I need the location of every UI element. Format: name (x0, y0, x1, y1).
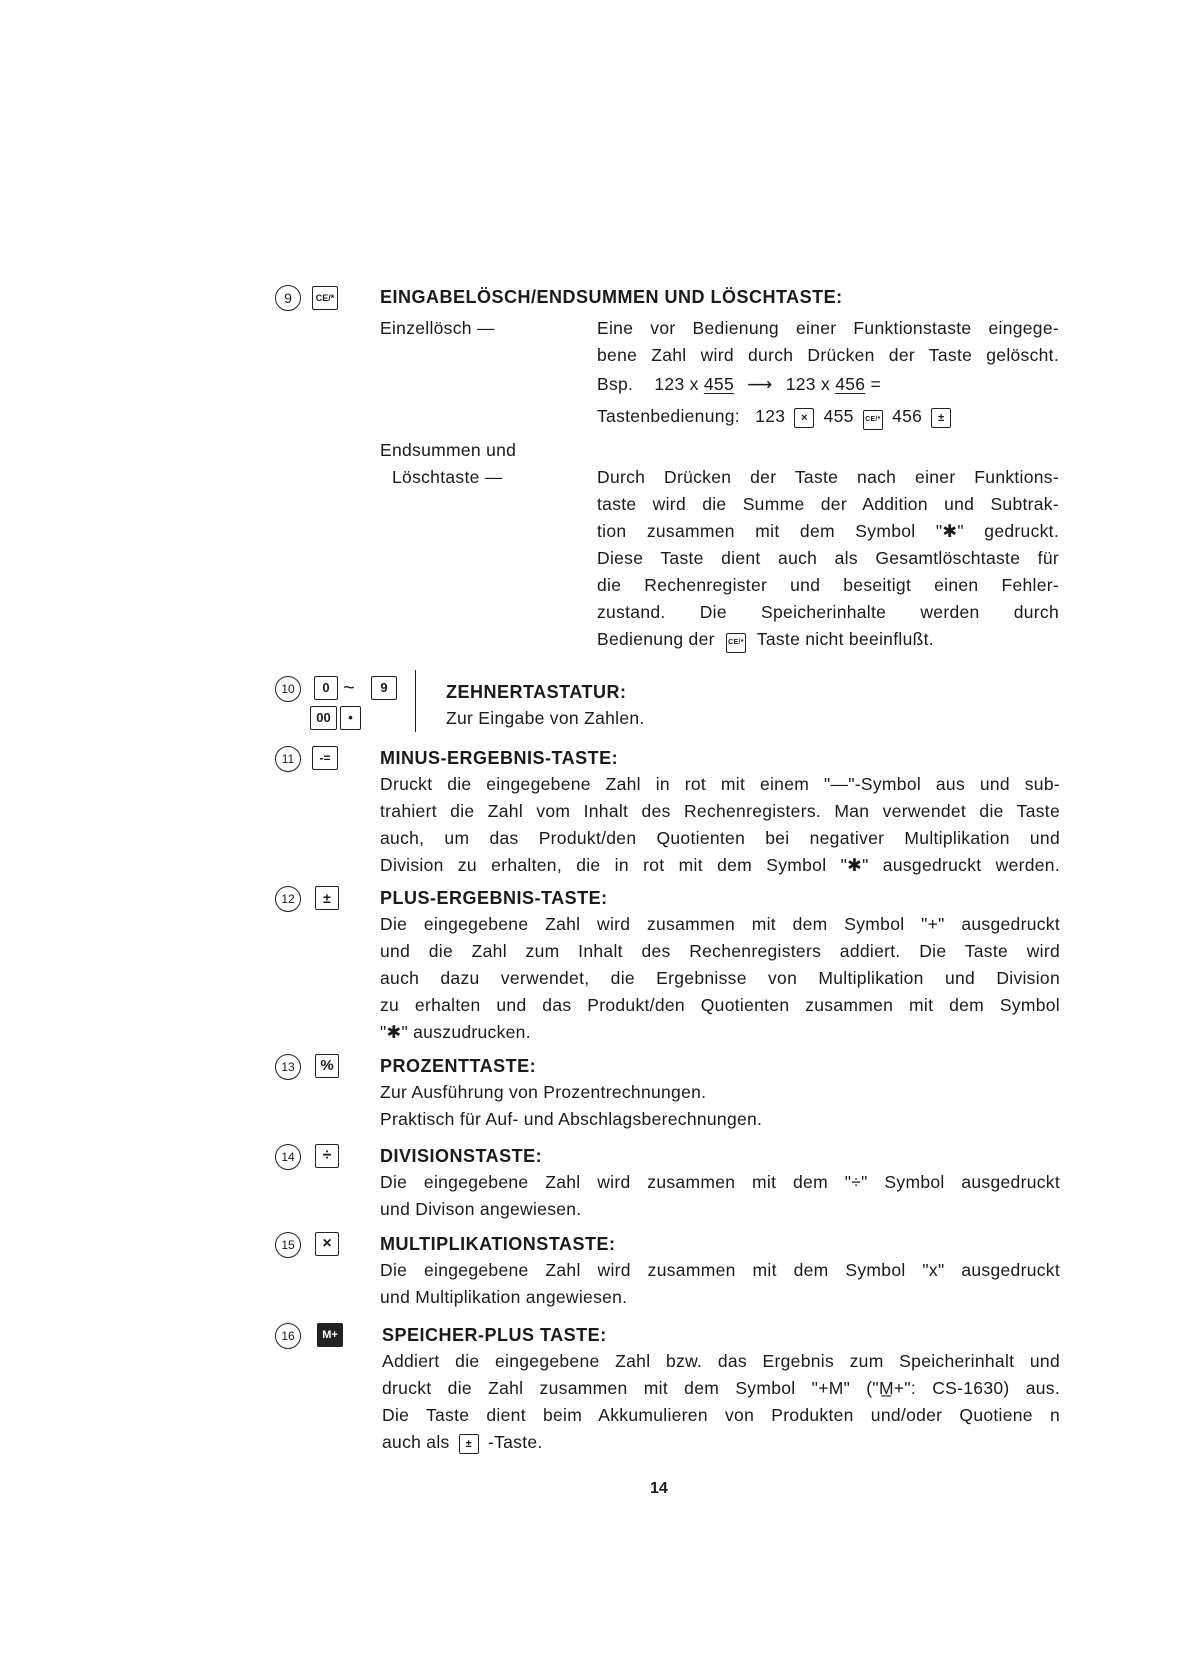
section-12-title: PLUS-ERGEBNIS-TASTE: (380, 888, 608, 908)
text-fragment: auch als (382, 1432, 450, 1452)
decimal-point-key-icon: • (340, 706, 361, 730)
text-line: taste wird die Summe der Addition und Subtrak- (597, 494, 1059, 514)
section-number-13: 13 (275, 1054, 301, 1080)
plus-equals-key-icon: ± (931, 408, 951, 428)
divide-key-icon: ÷ (315, 1144, 339, 1168)
text-line: bene Zahl wird durch Drücken der Taste gelöscht. (597, 345, 1059, 365)
text-line: und die Zahl zum Inhalt des Rechenregisters addiert. Die Taste wird (380, 941, 1060, 961)
clear-entry-key-icon: CE/* (312, 286, 338, 310)
plus-equals-key-icon: ± (315, 886, 339, 910)
section-14-text (380, 1172, 1060, 1228)
tilde-symbol: ~ (343, 677, 355, 699)
key-sequence-value: 456 (892, 406, 923, 426)
section-number-12: 12 (275, 886, 301, 912)
text-line: tion zusammen mit dem Symbol "✱" gedruckt. (597, 521, 1059, 541)
arrow-icon: ⟶ (747, 374, 773, 394)
section-13-line-2: Praktisch für Auf- und Abschlagsberechnungen. (380, 1109, 763, 1129)
section-16-text (382, 1351, 1060, 1461)
text-line: "✱" auszudrucken. (380, 1022, 531, 1042)
section-number-15: 15 (275, 1232, 301, 1258)
section-11-title: MINUS-ERGEBNIS-TASTE: (380, 748, 619, 768)
section-14-title: DIVISIONSTASTE: (380, 1146, 543, 1166)
percent-key-icon: % (315, 1054, 339, 1078)
example-value: = (870, 374, 882, 394)
clear-entry-key-icon: CE/* (726, 633, 746, 653)
zero-key-icon: 0 (314, 676, 338, 700)
section-13-title: PROZENTTASTE: (380, 1056, 537, 1076)
example-value: 123 x (654, 374, 699, 394)
text-line: Eine vor Bedienung einer Funktionstaste eingege- (597, 318, 1059, 338)
section-number-9: 9 (275, 285, 301, 311)
section-10-text: Zur Eingabe von Zahlen. (446, 708, 645, 728)
text-fragment: Taste nicht beeinflußt. (756, 629, 934, 649)
key-sequence-line (597, 406, 951, 430)
key-sequence-label: Tastenbedienung: (597, 406, 740, 426)
text-line: und Divison angewiesen. (380, 1199, 582, 1219)
section-13-line-1: Zur Ausführung von Prozentrechnungen. (380, 1082, 707, 1102)
clear-entry-key-icon: CE/* (863, 410, 883, 430)
text-fragment: -Taste. (487, 1432, 543, 1452)
text-line (597, 629, 1059, 653)
double-zero-key-icon: 00 (310, 706, 337, 730)
example-value: 456 (835, 374, 866, 394)
text-line: Durch Drücken der Taste nach einer Funktions- (597, 467, 1059, 487)
text-line: zustand. Die Speicherinhalte werden durch (597, 602, 1059, 622)
example-line (597, 374, 881, 395)
section-15-text (380, 1260, 1060, 1316)
endsummen-text (597, 467, 1059, 657)
text-line: druckt die Zahl zusammen mit dem Symbol "+M" ("M̲+": CS-1630) aus. (382, 1378, 1060, 1398)
einzelloesch-text (597, 318, 1059, 378)
section-12-text (380, 914, 1060, 1054)
key-sequence-value: 455 (823, 406, 854, 426)
text-line: Division zu erhalten, die in rot mit dem Symbol "✱" ausgedruckt werden. (380, 855, 1060, 875)
brace-divider (415, 670, 424, 732)
plus-equals-key-icon: ± (459, 1434, 479, 1454)
text-line: zu erhalten und das Produkt/den Quotienten zusammen mit dem Symbol (380, 995, 1060, 1015)
multiply-key-icon: × (315, 1232, 339, 1256)
section-10-title: ZEHNERTASTATUR: (446, 682, 627, 702)
memory-plus-key-icon: M+ (317, 1323, 343, 1347)
text-line: Diese Taste dient auch als Gesamtlöschtaste für (597, 548, 1059, 568)
endsummen-label: Endsummen und (380, 440, 517, 460)
text-line: und Multiplikation angewiesen. (380, 1287, 628, 1307)
section-9-title: EINGABELÖSCH/ENDSUMMEN UND LÖSCHTASTE: (380, 287, 843, 307)
nine-key-icon: 9 (371, 676, 397, 700)
example-label: Bsp. (597, 374, 634, 394)
text-line: Druckt die eingegebene Zahl in rot mit einem "—"-Symbol aus und sub- (380, 774, 1060, 794)
section-number-14: 14 (275, 1144, 301, 1170)
text-line (382, 1432, 1060, 1454)
example-value: 455 (703, 374, 734, 394)
text-line: die Rechenregister und beseitigt einen Fehler- (597, 575, 1059, 595)
multiply-key-icon: × (794, 408, 814, 428)
section-number-11: 11 (275, 746, 301, 772)
text-line: auch, um das Produkt/den Quotienten bei negativer Multiplikation und (380, 828, 1060, 848)
key-sequence-value: 123 (755, 406, 786, 426)
section-11-text (380, 774, 1060, 884)
example-value: 123 x (785, 374, 831, 394)
section-16-title: SPEICHER-PLUS TASTE: (382, 1325, 607, 1345)
section-number-16: 16 (275, 1323, 301, 1349)
text-line: auch dazu verwendet, die Ergebnisse von Multiplikation und Division (380, 968, 1060, 988)
section-number-10: 10 (275, 676, 301, 702)
text-fragment: Bedienung der (597, 629, 715, 649)
page-number: 14 (650, 1480, 668, 1497)
text-line: Die eingegebene Zahl wird zusammen mit dem "÷" Symbol ausgedruckt (380, 1172, 1060, 1192)
minus-equals-key-icon: -= (312, 746, 338, 770)
einzelloesch-label: Einzellösch — (380, 318, 495, 338)
text-line: Die eingegebene Zahl wird zusammen mit dem Symbol "x" ausgedruckt (380, 1260, 1060, 1280)
section-15-title: MULTIPLIKATIONSTASTE: (380, 1234, 616, 1254)
text-line: Die eingegebene Zahl wird zusammen mit dem Symbol "+" ausgedruckt (380, 914, 1060, 934)
text-line: trahiert die Zahl vom Inhalt des Rechenregisters. Man verwendet die Taste (380, 801, 1060, 821)
text-line: Die Taste dient beim Akkumulieren von Produkten und/oder Quotiene n (382, 1405, 1060, 1425)
loeschtaste-label: Löschtaste — (392, 467, 503, 487)
text-line: Addiert die eingegebene Zahl bzw. das Ergebnis zum Speicherinhalt und (382, 1351, 1060, 1371)
